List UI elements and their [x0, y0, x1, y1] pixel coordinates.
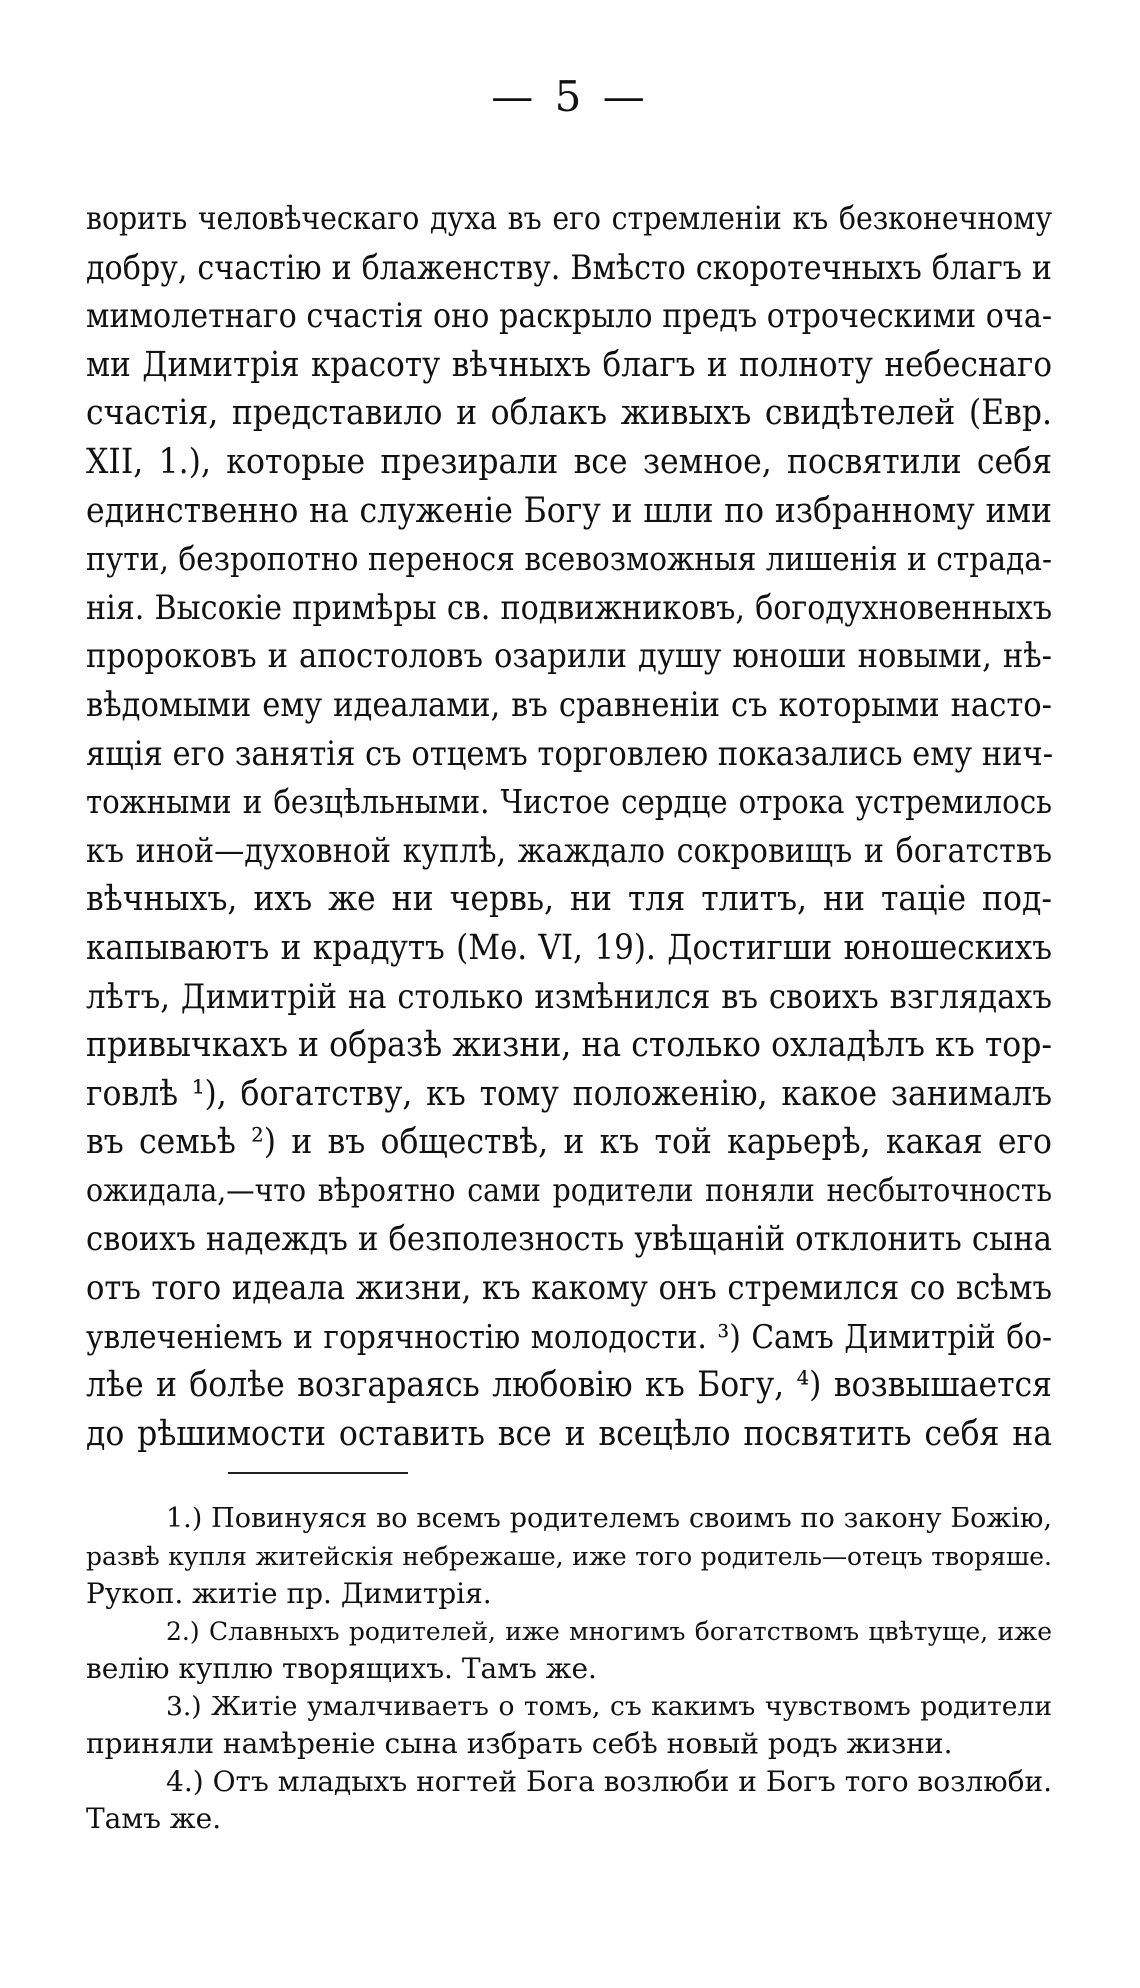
text-line: единственно на служеніе Богу и шли по избранному ими	[86, 490, 1052, 531]
text-line: ожидала,—что вѣроятно сами родители поняли несбыточность	[86, 1172, 1052, 1209]
text-line: увлеченіемъ и горячностію молодости. ³) Самъ Димитрій бо-	[86, 1316, 1052, 1356]
text-line: говлѣ ¹), богатству, къ тому положенію, какое занималъ	[86, 1073, 1052, 1114]
text-line: пути, безропотно перенося всевозможныя лишенія и страда-	[86, 539, 1053, 579]
footnote-line: развѣ купля житейскія небрежаше, иже того родитель—отецъ творяше.	[86, 1541, 1052, 1571]
footnote-line: 4.) Отъ младыхъ ногтей Бога возлюби и Богъ того возлюби.	[166, 1764, 1052, 1798]
text-line: лѣтъ, Димитрій на столько измѣнился въ своихъ взглядахъ	[86, 976, 1052, 1017]
text-line: мимолетнаго счастія оно раскрыло предъ отроческими оча-	[86, 296, 1052, 336]
text-line: къ иной—духовной куплѣ, жаждало сокровищъ и богатствъ	[86, 830, 1052, 870]
text-line: XII, 1.), которые презирали все земное, посвятили себя	[86, 441, 1052, 482]
main-text	[86, 195, 1052, 1458]
footnote-line: 2.) Славныхъ родителей, иже многимъ богатствомъ цвѣтуще, иже	[166, 1616, 1052, 1646]
footnote-1	[86, 1500, 1052, 1613]
text-line: вѣчныхъ, ихъ же ни червь, ни тля тлитъ, ни тацiе под-	[86, 879, 1052, 920]
text-line: ми Димитрія красоту вѣчныхъ благъ и полноту небеснаго	[86, 344, 1052, 385]
footnote-3	[86, 1688, 1052, 1763]
text-line: отъ того идеала жизни, къ какому онъ стремился со всѣмъ	[86, 1268, 1052, 1309]
footnote-line: велію куплю творящихъ. Тамъ же.	[86, 1652, 597, 1685]
footnotes	[86, 1500, 1052, 1838]
text-line: до рѣшимости оставить все и всецѣло посвятить себя на	[86, 1413, 1052, 1454]
text-line: ящія его занятія съ отцемъ торговлею показались ему нич-	[86, 733, 1054, 774]
text-line: капываютъ и крадутъ (Мѳ. VI, 19). Достигши юношескихъ	[86, 927, 1052, 968]
text-line: вѣдомыми ему идеалами, въ сравненіи съ которыми насто-	[86, 684, 1052, 725]
text-line: пророковъ и апостоловъ озарили душу юноши новыми, нѣ-	[86, 636, 1052, 677]
page-number: — 5 —	[491, 72, 649, 121]
text-line: лѣе и болѣе возгараясь любовію къ Богу, ⁴) возвышается	[86, 1365, 1052, 1406]
footnote-line: приняли намѣреніе сына избрать себѣ новый родъ жизни.	[86, 1727, 953, 1760]
footnote-line: 1.) Повинуяся во всемъ родителемъ своимъ по закону Божію,	[166, 1503, 1052, 1534]
footnote-4	[86, 1763, 1052, 1838]
text-line: привычкахъ и образѣ жизни, на столько охладѣлъ къ тор-	[86, 1025, 1052, 1066]
footnote-line: Рукоп. житіе пр. Димитрія.	[86, 1577, 492, 1610]
footnote-line: 3.) Житіе умалчиваетъ о томъ, съ какимъ чувствомъ родители	[166, 1690, 1052, 1722]
text-line: въ семьѣ ²) и въ обществѣ, и къ той карьерѣ, какая его	[86, 1122, 1052, 1163]
footnote-line: Тамъ же.	[86, 1802, 222, 1835]
text-line: своихъ надеждъ и безполезность увѣщаній отклонить сына	[86, 1219, 1052, 1260]
footnote-divider	[228, 1472, 408, 1474]
text-line: тожными и безцѣльными. Чистое сердце отрока устремилось	[86, 783, 1052, 822]
text-line: добру, счастію и блаженству. Вмѣсто скоротечныхъ благъ и	[86, 247, 1052, 287]
text-line: ворить человѣческаго духа въ его стремленіи къ безконечному	[86, 201, 1052, 237]
footnote-2	[86, 1613, 1052, 1688]
text-line: счастія, представило и облакъ живыхъ свидѣтелей (Евр.	[86, 393, 1052, 434]
text-line: нія. Высокіе примѣры св. подвижниковъ, богодухновенныхъ	[86, 587, 1052, 627]
